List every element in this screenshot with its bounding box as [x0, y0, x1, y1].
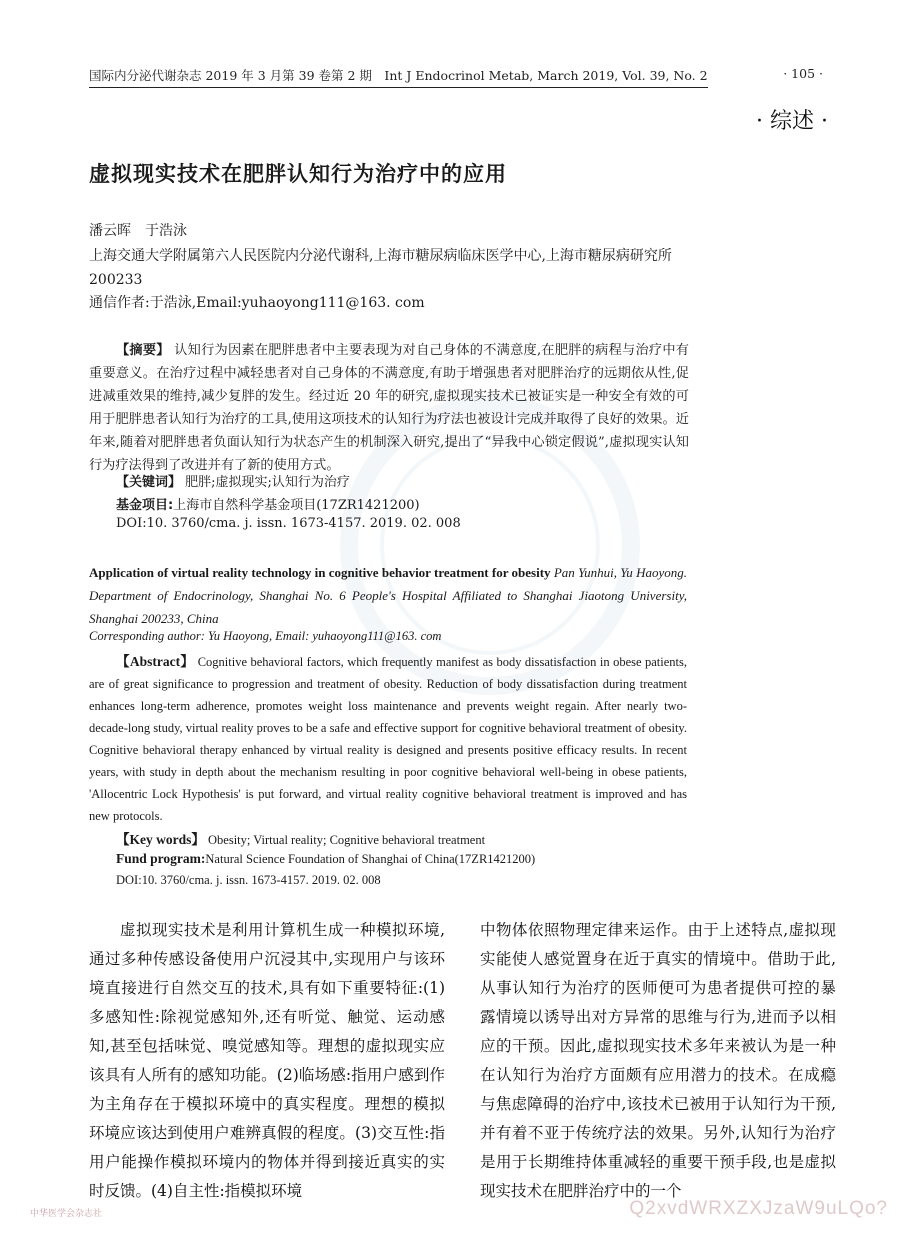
english-title: Application of virtual reality technology in cognitive behavior treatment for obesity — [89, 565, 551, 580]
english-abstract-text: Cognitive behavioral factors, which frequently manifest as body dissatisfaction in obese patients, are of great significance to progression and treatment of obesity. Reduction of body dissatisfaction during treatment enhances long-term adherence, promotes weight loss maintenance and prevents weight regain. After nearly two-decade-long study, virtual reality proves to be a safe and effective support for cognitive behavioral treatment of obesity. Cognitive behavioral therapy enhanced by virtual reality is designed and presents positive efficacy results. In recent years, with study in depth about the mechanism resulting in poor cognitive behavioral well-being in obese patients, 'Allocentric Lock Hypothesis' is put forward, and virtual reality cognitive behavioral treatment is improved and has new protocols. — [89, 655, 687, 823]
english-fund-label: Fund program: — [116, 851, 206, 866]
keywords-cn-text: 肥胖;虚拟现实;认知行为治疗 — [185, 475, 350, 490]
section-tag: · 综述 · — [756, 109, 828, 134]
footer-watermark-code: Q2xvdWRXZXJzaW9uLQo? — [629, 1198, 888, 1219]
english-keywords-label: 【Key words】 — [116, 832, 205, 847]
fund-cn-label: 基金项目: — [116, 498, 174, 513]
english-fund — [116, 851, 535, 867]
body-column-right: 中物体依照物理定律来运作。由于上述特点,虚拟现实能使人感觉置身在近于真实的情境中。借助于此,从事认知行为治疗的医师便可为患者提供可控的暴露情境以诱导出对方异常的思维与行为,进而予以相应的干预。因此,虚拟现实技术多年来被认为是一种在认知行为治疗方面颇有应用潜力的技术。在成瘾与焦虑障碍的治疗中,该技术已被用于认知行为干预,并有着不亚于传统疗法的效果。另外,认知行为治疗是用于长期维持体重减轻的重要干预手段,也是虚拟现实技术在肥胖治疗中的一个 — [480, 921, 836, 1200]
keywords-cn-label: 【关键词】 — [116, 475, 182, 490]
correspondence: 通信作者:于浩泳,Email:yuhaoyong111@163. com — [89, 295, 425, 311]
keywords-cn — [116, 471, 350, 490]
english-keywords — [116, 828, 485, 848]
abstract-cn — [89, 339, 689, 477]
english-doi: DOI:10. 3760/cma. j. issn. 1673-4157. 2019. 02. 008 — [116, 873, 381, 887]
fund-cn — [116, 494, 420, 513]
article-title: 虚拟现实技术在肥胖认知行为治疗中的应用 — [89, 162, 507, 186]
abstract-cn-label: 【摘要】 — [116, 343, 170, 358]
doi-cn: DOI:10. 3760/cma. j. issn. 1673-4157. 2019. 02. 008 — [116, 516, 461, 531]
fund-cn-text: 上海市自然科学基金项目(17ZR1421200) — [173, 498, 420, 513]
journal-citation: 国际内分泌代谢杂志 2019 年 3 月第 39 卷第 2 期 Int J Endocrinol Metab, March 2019, Vol. 39, No. 2 — [89, 66, 708, 88]
english-keywords-text: Obesity; Virtual reality; Cognitive behavioral treatment — [208, 833, 486, 847]
publisher-logo: 中华医学会杂志社 — [30, 1209, 103, 1219]
english-corresponding: Corresponding author: Yu Haoyong, Email: yuhaoyong111@163. com — [89, 629, 442, 643]
english-fund-text: Natural Science Foundation of Shanghai of China(17ZR1421200) — [205, 852, 536, 866]
english-abstract-label: 【Abstract】 — [116, 654, 195, 669]
affiliation: 上海交通大学附属第六人民医院内分泌代谢科,上海市糖尿病临床医学中心,上海市糖尿病研究所 200233 — [89, 248, 686, 288]
authors: 潘云晖 于浩泳 — [89, 223, 187, 239]
abstract-cn-text: 认知行为因素在肥胖患者中主要表现为对自己身体的不满意度,在肥胖的病程与治疗中有重要意义。在治疗过程中减轻患者对自己身体的不满意度,有助于增强患者对肥胖治疗的远期依从性,促进减重效果的维持,减少复胖的发生。经过近 20 年的研究,虚拟现实技术已被证实是一种安全有效的可用于肥胖患者认知行为治疗的工具,使用这项技术的认知行为疗法也被设计完成并取得了良好的效果。近年来,随着对肥胖患者负面认知行为状态产生的机制深入研究,提出了“异我中心锁定假说”,虚拟现实认知行为疗法得到了改进并有了新的使用方式。 — [89, 343, 689, 473]
english-authors-affiliation: Pan Yunhui, Yu Haoyong. Department of Endocrinology, Shanghai No. 6 People's Hospital Affiliated to Shanghai Jiaotong University, Shanghai 200233, China — [89, 565, 687, 626]
page-number: · 105 · — [783, 66, 823, 81]
running-header — [89, 64, 823, 86]
body-column-left: 虚拟现实技术是利用计算机生成一种模拟环境,通过多种传感设备使用户沉浸其中,实现用户与该环境直接进行自然交互的技术,具有如下重要特征:(1)多感知性:除视觉感知外,还有听觉、触觉、运动感知,甚至包括味觉、嗅觉感知等。理想的虚拟现实应该具有人所有的感知功能。(2)临场感:指用户感到作为主角存在于模拟环境中的真实程度。理想的模拟环境应该达到使用户难辨真假的程度。(3)交互性:指用户能操作模拟环境内的物体并得到接近真实的实时反馈。(4)自主性:指模拟环境 — [89, 921, 445, 1200]
english-title-block — [89, 561, 687, 630]
english-abstract — [89, 651, 687, 827]
